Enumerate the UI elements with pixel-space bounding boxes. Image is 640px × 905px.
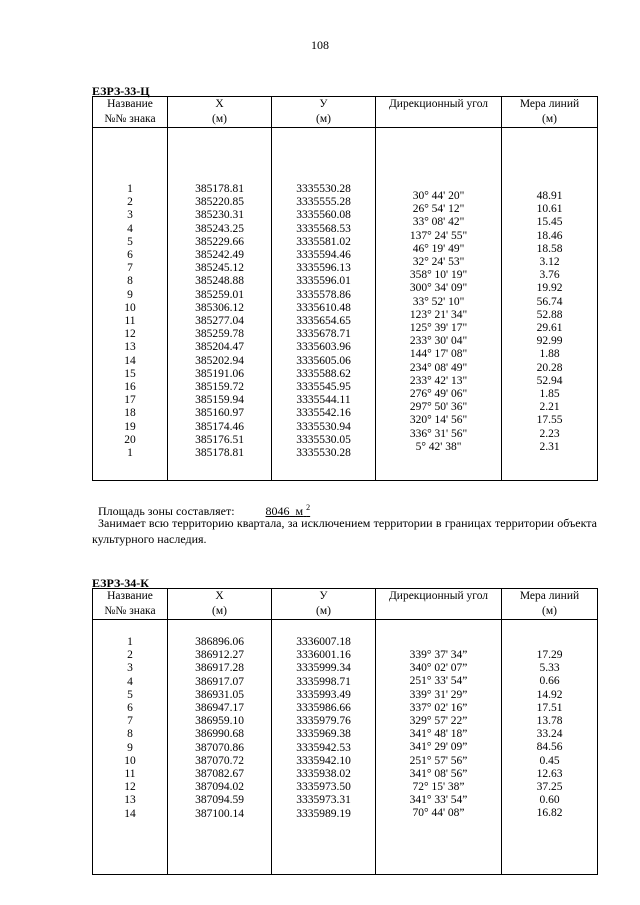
header-text: У <box>319 590 328 602</box>
table-cell: 20 <box>124 433 136 446</box>
table-cell: 1.88 <box>539 348 560 361</box>
table-cell: 385176.51 <box>195 433 244 446</box>
table-cell: 3335530.28 <box>296 447 351 460</box>
table-cell: 3335603.96 <box>296 341 351 354</box>
area-number: 8046 <box>265 504 290 518</box>
table-cell: 13.78 <box>536 715 563 728</box>
table-cell: 385160.97 <box>195 407 244 420</box>
header-text: №№ знака <box>104 605 156 617</box>
table-cell: 385204.47 <box>195 341 244 354</box>
table-cell: 32° 24' 53" <box>412 256 465 269</box>
table-cell: 385220.85 <box>195 196 244 209</box>
table-cell: 3.76 <box>539 269 560 282</box>
table-cell: 3335969.38 <box>296 728 351 741</box>
table-cell: 92.99 <box>536 335 563 348</box>
table-cell: 1 <box>127 183 133 195</box>
table-cell: 2.31 <box>539 440 560 453</box>
table-cell: 3335993.49 <box>296 688 351 701</box>
table-cell: 300° 34' 09" <box>409 282 468 295</box>
table-cell: 297° 50' 36" <box>409 401 468 414</box>
table-cell: 72° 15' 38” <box>412 781 465 794</box>
header-text: (м) <box>212 113 227 125</box>
table-cell: 385159.72 <box>195 381 244 394</box>
table-cell: 341° 48' 18” <box>409 728 468 741</box>
table-cell: 5 <box>127 235 133 248</box>
area-unit-text: м <box>295 504 304 518</box>
table-cell: 387070.72 <box>195 754 244 767</box>
table-cell: 339° 37' 34” <box>409 649 468 661</box>
table-cell: 13 <box>124 341 136 354</box>
x-column <box>168 620 272 875</box>
header-point-name <box>93 97 168 128</box>
table-cell: 137° 24' 55" <box>409 229 468 242</box>
table-cell: 17.51 <box>536 701 563 714</box>
header-text: (м) <box>316 113 331 125</box>
line-length-column <box>502 620 598 875</box>
table-cell: 3335530.05 <box>296 433 351 446</box>
table-cell: 1.85 <box>539 388 560 401</box>
table-cell: 340° 02' 07” <box>409 662 468 675</box>
table-cell: 123° 21' 34" <box>409 308 468 321</box>
table-cell: 18 <box>124 407 136 420</box>
table-cell: 320° 14' 56" <box>409 414 468 427</box>
header-point-name <box>93 589 168 620</box>
header-direction-angle <box>376 97 502 128</box>
table-cell: 9 <box>127 288 133 301</box>
table-cell: 56.74 <box>536 295 563 308</box>
table-cell: 3335654.65 <box>296 315 351 328</box>
table-cell: 385248.88 <box>195 275 244 288</box>
table-cell: 14 <box>124 807 136 820</box>
table-cell: 4 <box>127 675 133 688</box>
table-cell: 3335588.62 <box>296 367 351 380</box>
table-cell: 7 <box>127 262 133 275</box>
table-header-row <box>93 97 598 128</box>
table-cell: 3.12 <box>539 256 560 269</box>
header-y <box>272 589 376 620</box>
header-text: X <box>215 590 224 602</box>
table-cell: 3335530.94 <box>296 420 351 433</box>
table-cell: 14.92 <box>536 688 563 701</box>
table-cell: 385243.25 <box>195 222 244 235</box>
table-cell: 3335560.08 <box>296 209 351 222</box>
table-cell: 33° 08' 42" <box>412 216 465 229</box>
page-number: 108 <box>311 38 329 52</box>
header-x <box>168 97 272 128</box>
table-cell: 341° 29' 09” <box>409 741 468 754</box>
table-cell: 6 <box>127 702 133 715</box>
header-text: Дирекционный угол <box>388 590 489 602</box>
area-unit-superscript: 2 <box>306 503 311 512</box>
table-cell: 3335545.95 <box>296 381 351 394</box>
table-cell: 386959.10 <box>195 715 244 728</box>
table-cell: 11 <box>124 768 136 781</box>
table-cell: 337° 02' 16” <box>409 701 468 714</box>
zone-title-ezrz-33: ЕЗРЗ-33-Ц <box>92 84 150 98</box>
header-text: (м) <box>212 605 227 617</box>
table-body-row <box>93 128 598 481</box>
table-cell: 17.55 <box>536 414 563 427</box>
table-cell: 233° 30' 04" <box>409 335 468 348</box>
point-name-column <box>93 128 168 481</box>
header-text: Мера линий <box>519 98 580 110</box>
table-cell: 385229.66 <box>195 235 244 248</box>
table-cell: 336° 31' 56" <box>409 427 468 440</box>
table-cell: 3335581.02 <box>296 235 351 248</box>
table-cell: 48.91 <box>536 190 563 202</box>
table-cell: 386912.27 <box>195 649 244 662</box>
table-cell: 3335938.02 <box>296 768 351 781</box>
table-cell: 387082.67 <box>195 768 244 781</box>
table-cell: 0.45 <box>539 754 560 767</box>
header-line-length <box>502 589 598 620</box>
y-column <box>272 128 376 481</box>
table-cell: 339° 31' 29” <box>409 688 468 701</box>
table-cell: 3335594.46 <box>296 249 351 262</box>
table-cell: 125° 39' 17" <box>409 322 468 335</box>
table-cell: 386947.17 <box>195 702 244 715</box>
table-cell: 276° 49' 06" <box>409 388 468 401</box>
table-cell: 3335530.28 <box>296 183 351 195</box>
table-cell: 3335568.53 <box>296 222 351 235</box>
table-cell: 19 <box>124 420 136 433</box>
table-cell: 385202.94 <box>195 354 244 367</box>
table-cell: 3335973.31 <box>296 794 351 807</box>
table-cell: 2 <box>127 196 133 209</box>
area-label: Площадь зоны составляет: <box>98 504 235 518</box>
table-cell: 52.94 <box>536 374 563 387</box>
table-cell: 7 <box>127 715 133 728</box>
table-cell: 3335596.01 <box>296 275 351 288</box>
table-cell: 29.61 <box>536 322 563 335</box>
table-cell: 37.25 <box>536 781 563 794</box>
table-cell: 386931.05 <box>195 688 244 701</box>
table-cell: 16 <box>124 381 136 394</box>
table-cell: 33° 52' 10" <box>412 295 465 308</box>
table-cell: 1 <box>127 636 133 648</box>
table-cell: 3335605.06 <box>296 354 351 367</box>
table-cell: 3335942.53 <box>296 741 351 754</box>
table-cell: 3335610.48 <box>296 301 351 314</box>
table-cell: 1 <box>127 447 133 460</box>
table-cell: 9 <box>127 741 133 754</box>
table-cell: 3335544.11 <box>296 394 351 407</box>
table-cell: 26° 54' 12" <box>412 203 465 216</box>
table-cell: 84.56 <box>536 741 563 754</box>
table-cell: 17 <box>124 394 136 407</box>
header-text: У <box>319 98 328 110</box>
table-cell: 20.28 <box>536 361 563 374</box>
table-cell: 385159.94 <box>195 394 244 407</box>
table-cell: 385259.01 <box>195 288 244 301</box>
table-cell: 3336007.18 <box>296 636 351 648</box>
table-cell: 52.88 <box>536 308 563 321</box>
table-cell: 358° 10' 19" <box>409 269 468 282</box>
zone-description: Занимает всю территорию квартала, за исключением территории в границах территории объекта культурного наследия. <box>92 516 597 546</box>
table-cell: 3335578.86 <box>296 288 351 301</box>
table-cell: 3335973.50 <box>296 781 351 794</box>
header-y <box>272 97 376 128</box>
table-cell: 251° 33' 54” <box>409 675 468 688</box>
table-cell: 144° 17' 08" <box>409 348 468 361</box>
table-cell: 19.92 <box>536 282 563 295</box>
table-cell: 0.60 <box>539 794 560 807</box>
table-cell: 70° 44' 08” <box>412 807 465 820</box>
coordinates-table-ezrz-33 <box>92 96 598 481</box>
table-cell: 30° 44' 20" <box>412 190 465 202</box>
table-cell: 386917.28 <box>195 662 244 675</box>
header-x <box>168 589 272 620</box>
x-column <box>168 128 272 481</box>
table-cell: 251° 57' 56” <box>409 754 468 767</box>
table-cell: 18.46 <box>536 229 563 242</box>
table-cell: 11 <box>124 315 136 328</box>
header-text: (м) <box>542 605 557 617</box>
table-cell: 12.63 <box>536 767 563 780</box>
header-text: Название <box>107 98 153 110</box>
table-cell: 17.29 <box>536 649 563 661</box>
table-cell: 12 <box>124 328 136 341</box>
table-cell: 3 <box>127 662 133 675</box>
table-cell: 385242.49 <box>195 249 244 262</box>
y-column <box>272 620 376 875</box>
table-cell: 2.21 <box>539 401 560 414</box>
table-cell: 0.66 <box>539 675 560 688</box>
table-cell: 385245.12 <box>195 262 244 275</box>
table-cell: 341° 33' 54” <box>409 794 468 807</box>
table-cell: 5 <box>127 688 133 701</box>
header-line-length <box>502 97 598 128</box>
table-cell: 387094.02 <box>195 781 244 794</box>
direction-angle-column <box>376 620 502 875</box>
table-cell: 3335989.19 <box>296 807 351 820</box>
table-cell: 3335999.34 <box>296 662 351 675</box>
table-cell: 386990.68 <box>195 728 244 741</box>
table-cell: 18.58 <box>536 242 563 255</box>
header-text: Мера линий <box>519 590 580 602</box>
table-cell: 385174.46 <box>195 420 244 433</box>
table-cell: 3335596.13 <box>296 262 351 275</box>
table-cell: 3335986.66 <box>296 702 351 715</box>
table-cell: 15 <box>124 367 136 380</box>
table-cell: 385259.78 <box>195 328 244 341</box>
table-cell: 385178.81 <box>195 183 244 195</box>
table-cell: 46° 19' 49" <box>412 242 465 255</box>
table-cell: 4 <box>127 222 133 235</box>
header-direction-angle <box>376 589 502 620</box>
table-cell: 6 <box>127 249 133 262</box>
table-cell: 386896.06 <box>195 636 244 648</box>
zone-title-ezrz-34: ЕЗРЗ-34-К <box>92 576 149 590</box>
table-cell: 233° 42' 13" <box>409 374 468 387</box>
table-cell: 387070.86 <box>195 741 244 754</box>
table-cell: 387100.14 <box>195 807 244 820</box>
table-cell: 3 <box>127 209 133 222</box>
table-cell: 3335942.10 <box>296 754 351 767</box>
table-cell: 5.33 <box>539 662 560 675</box>
table-cell: 3335979.76 <box>296 715 351 728</box>
point-name-column <box>93 620 168 875</box>
table-header-row <box>93 589 598 620</box>
table-cell: 33.24 <box>536 728 563 741</box>
table-cell: 385277.04 <box>195 315 244 328</box>
table-cell: 3335678.71 <box>296 328 351 341</box>
header-text: Название <box>107 590 153 602</box>
table-cell: 14 <box>124 354 136 367</box>
header-text: Дирекционный угол <box>388 98 489 110</box>
table-cell: 385306.12 <box>195 301 244 314</box>
table-cell: 234° 08' 49" <box>409 361 468 374</box>
direction-angle-column <box>376 128 502 481</box>
table-cell: 385230.31 <box>195 209 244 222</box>
header-text: X <box>215 98 224 110</box>
table-cell: 3335555.28 <box>296 196 351 209</box>
table-cell: 5° 42' 38" <box>415 440 462 453</box>
table-cell: 3335998.71 <box>296 675 351 688</box>
header-text: №№ знака <box>104 113 156 125</box>
table-cell: 2 <box>127 649 133 662</box>
table-cell: 385178.81 <box>195 447 244 460</box>
table-cell: 341° 08' 56” <box>409 767 468 780</box>
table-cell: 3335542.16 <box>296 407 351 420</box>
table-body-row <box>93 620 598 875</box>
table-cell: 15.45 <box>536 216 563 229</box>
table-cell: 13 <box>124 794 136 807</box>
table-cell: 10 <box>124 754 136 767</box>
table-cell: 387094.59 <box>195 794 244 807</box>
table-cell: 385191.06 <box>195 367 244 380</box>
coordinates-table-ezrz-34 <box>92 588 598 875</box>
header-text: (м) <box>542 113 557 125</box>
table-cell: 3336001.16 <box>296 649 351 662</box>
table-cell: 2.23 <box>539 427 560 440</box>
table-cell: 10 <box>124 301 136 314</box>
table-cell: 8 <box>127 728 133 741</box>
table-cell: 386917.07 <box>195 675 244 688</box>
table-cell: 16.82 <box>536 807 563 820</box>
table-cell: 329° 57' 22” <box>409 715 468 728</box>
table-cell: 8 <box>127 275 133 288</box>
table-cell: 12 <box>124 781 136 794</box>
table-cell: 10.61 <box>536 203 563 216</box>
header-text: (м) <box>316 605 331 617</box>
line-length-column <box>502 128 598 481</box>
